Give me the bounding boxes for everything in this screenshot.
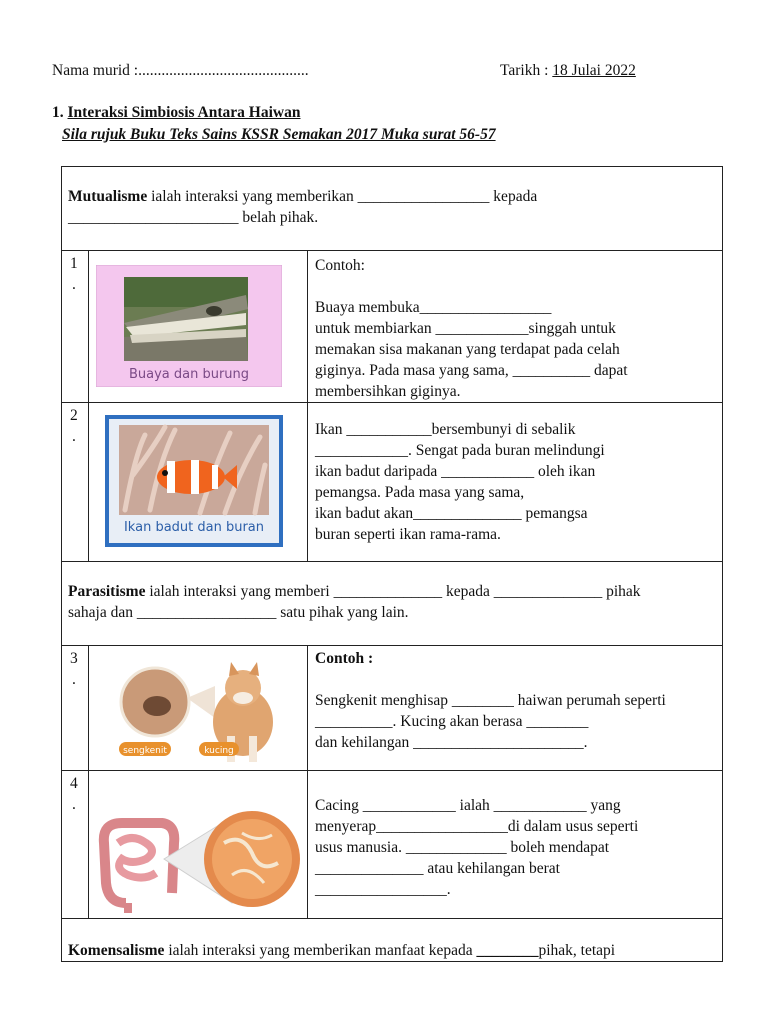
- text-cell-1: Contoh: Buaya membuka_________________ untuk membiarkan ____________singgah untuk memakan sisa makanan yang terdapat pada celah giginya. Pada masa yang sama, __________ dapat membersihkan giginya.: [308, 251, 723, 403]
- section-title-text: Interaksi Simbiosis Antara Haiwan: [67, 104, 301, 121]
- mutualisme-definition: Mutualisme ialah interaksi yang memberikan _________________ kepada ______________________ belah pihak.: [62, 167, 723, 251]
- example-row-3: [62, 646, 723, 771]
- mutualisme-row: [62, 167, 723, 251]
- image-cell-2: [89, 403, 308, 562]
- text-cell-2: Ikan ___________bersembunyi di sebalik ____________. Sengat pada buran melindungi ikan badut daripada ____________ oleh ikan pemangsa. Pada masa yang sama, ikan badut akan______________ pemangsa buran seperti ikan rama-rama.: [308, 403, 723, 562]
- crocodile-bird-image: [96, 265, 282, 387]
- date-value: 18 Julai 2022: [552, 62, 636, 79]
- tick-caption: sengkenit: [123, 746, 167, 756]
- komensalisme-row: [62, 919, 723, 962]
- section-title: [52, 104, 300, 122]
- item-number-3: 3 .: [62, 646, 89, 771]
- text-cell-3: Contoh : Sengkenit menghisap ________ haiwan perumah seperti __________. Kucing akan berasa ________ dan kehilangan ______________________.: [308, 646, 723, 771]
- item-number-1: 1 .: [62, 251, 89, 403]
- tick-cat-image: [115, 658, 285, 764]
- worksheet-table: [61, 166, 723, 962]
- parasitisme-row: [62, 562, 723, 646]
- section-subtitle: Sila rujuk Buku Teks Sains KSSR Semakan 2017 Muka surat 56-57: [62, 126, 496, 143]
- crocodile-caption: Buaya dan burung: [128, 367, 250, 382]
- date-line: [500, 62, 636, 80]
- komensalisme-term: Komensalisme: [68, 942, 165, 959]
- student-name-label: Nama murid :............................................: [52, 62, 309, 79]
- section-number: 1.: [52, 104, 64, 121]
- image-cell-1: [89, 251, 308, 403]
- item-number-2: 2 .: [62, 403, 89, 562]
- clownfish-caption: Ikan badut dan buran: [123, 520, 265, 535]
- mutualisme-term: Mutualisme: [68, 188, 148, 205]
- image-cell-3: [89, 646, 308, 771]
- image-cell-4: [89, 771, 308, 919]
- date-label: Tarikh :: [500, 62, 553, 79]
- contoh-heading: Contoh :: [315, 650, 374, 667]
- text-cell-4: Cacing ____________ ialah ____________ yang menyerap_________________di dalam usus seperti usus manusia. _____________ boleh mendapat ______________ atau kehilangan berat _________________.: [308, 771, 723, 919]
- example-row-2: [62, 403, 723, 562]
- item-number-4: 4 .: [62, 771, 89, 919]
- parasitisme-definition: Parasitisme ialah interaksi yang memberi ______________ kepada ______________ pihak sahaja dan __________________ satu pihak yang lain.: [62, 562, 723, 646]
- cat-caption: kucing: [204, 746, 234, 756]
- parasitisme-term: Parasitisme: [68, 583, 146, 600]
- example-row-1: [62, 251, 723, 403]
- intestine-worm-image: [92, 803, 304, 913]
- komensalisme-definition: Komensalisme ialah interaksi yang memberikan manfaat kepada ________pihak, tetapi: [62, 919, 723, 962]
- clownfish-anemone-image: [105, 415, 283, 547]
- example-row-4: [62, 771, 723, 919]
